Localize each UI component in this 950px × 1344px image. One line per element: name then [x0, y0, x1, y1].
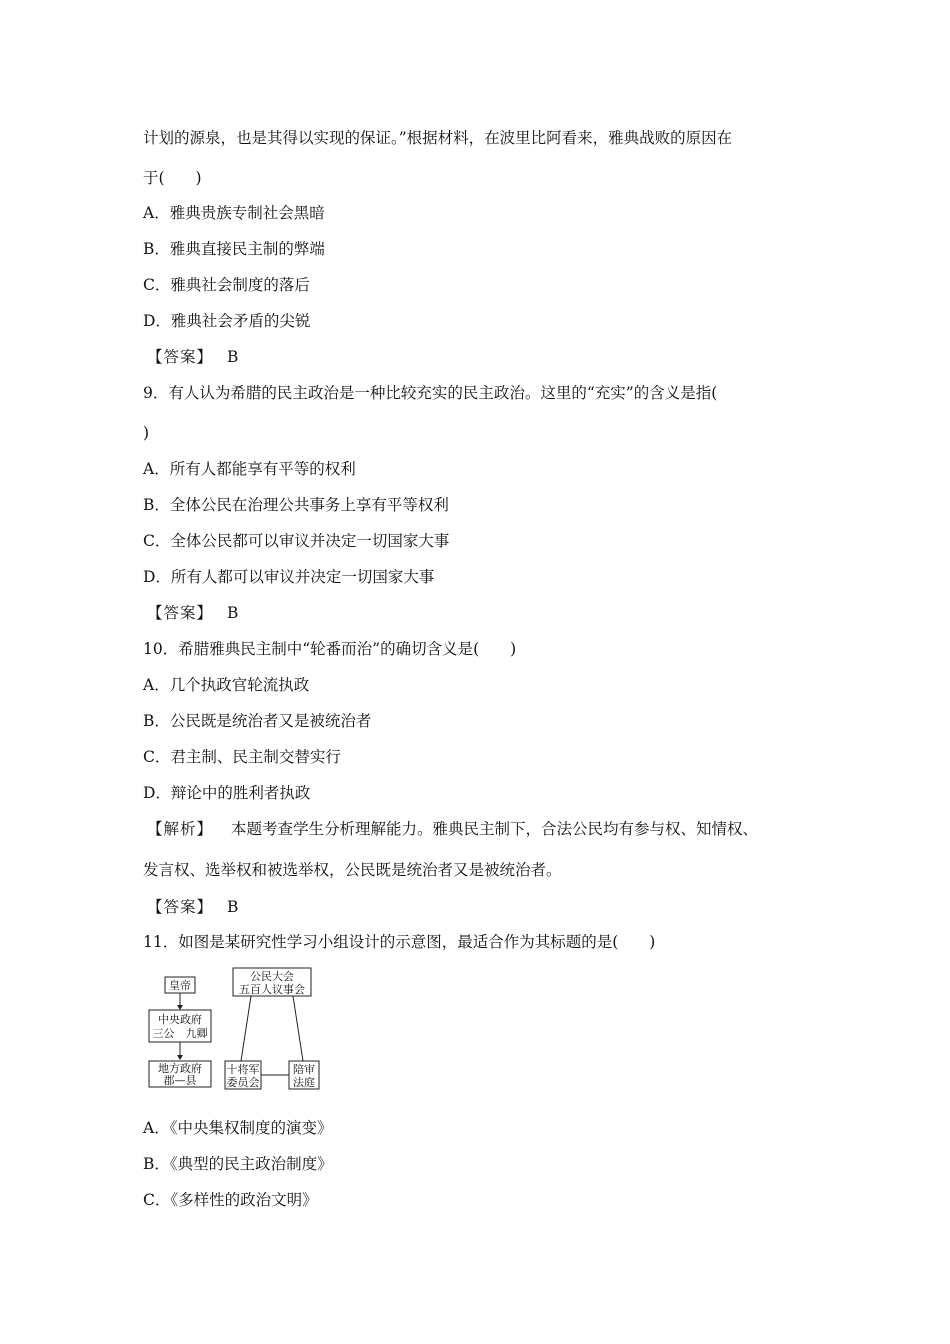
council-label: 五百人议事会 [239, 983, 305, 996]
q8-answer [147, 347, 238, 367]
answer-tag: 【答案】 [147, 898, 214, 916]
q11-stem: 11．如图是某研究性学习小组设计的示意图，最适合作为其标题的是( ) [143, 933, 656, 951]
q9-stem-line2: ) [143, 424, 150, 442]
local-units-label: 郡—县 [163, 1074, 197, 1087]
q11-option-b: B．《典型的民主政治制度》 [143, 1155, 333, 1173]
q8-option-d: D．雅典社会矛盾的尖锐 [143, 312, 311, 330]
answer-value: B [227, 348, 239, 366]
q10-stem: 10．希腊雅典民主制中“轮番而治”的确切含义是( ) [143, 640, 517, 658]
q8-option-c: C．雅典社会制度的落后 [143, 276, 310, 294]
arrow-head [177, 1055, 183, 1060]
q9-option-b: B．全体公民在治理公共事务上享有平等权利 [143, 496, 449, 514]
analysis-text: 本题考查学生分析理解能力。雅典民主制下，合法公民均有参与权、知情权、 [231, 820, 759, 838]
arrow-head [177, 1005, 183, 1010]
connector-line [241, 996, 251, 1061]
committee-label: 委员会 [226, 1076, 260, 1089]
government-structure-diagram [143, 962, 343, 1092]
generals-label: 十将军 [226, 1063, 260, 1076]
q9-option-a: A．所有人都能享有平等的权利 [143, 460, 356, 478]
answer-tag: 【答案】 [147, 604, 214, 622]
jury-label: 陪审 [293, 1063, 315, 1076]
court-label: 法庭 [293, 1076, 315, 1089]
q10-option-c: C．君主制、民主制交替实行 [143, 748, 341, 766]
connector-line [293, 996, 303, 1061]
q10-analysis-line1 [147, 819, 758, 839]
answer-value: B [227, 898, 239, 916]
answer-tag: 【答案】 [147, 348, 214, 366]
q9-answer [147, 603, 238, 623]
q8-option-b: B．雅典直接民主制的弊端 [143, 240, 325, 258]
q9-option-c: C．全体公民都可以审议并决定一切国家大事 [143, 532, 450, 550]
q10-option-a: A．几个执政官轮流执政 [143, 676, 310, 694]
analysis-tag: 【解析】 [147, 820, 214, 838]
q10-answer [147, 897, 238, 917]
q9-stem-line1: 9．有人认为希腊的民主政治是一种比较充实的民主政治。这里的“充实”的含义是指( [143, 384, 718, 402]
q11-option-c: C．《多样性的政治文明》 [143, 1191, 318, 1209]
q10-option-b: B．公民既是统治者又是被统治者 [143, 712, 372, 730]
central-government-label: 中央政府 [158, 1013, 202, 1026]
local-government-label: 地方政府 [158, 1062, 202, 1075]
central-officials-label: 三公 九卿 [152, 1027, 208, 1040]
q8-stem-line2: 于( ) [143, 169, 202, 187]
emperor-label: 皇帝 [169, 979, 191, 992]
q8-option-a: A．雅典贵族专制社会黑暗 [143, 204, 325, 222]
q11-option-a: A．《中央集权制度的演变》 [143, 1119, 333, 1137]
answer-value: B [227, 604, 239, 622]
q8-stem-line1: 计划的源泉，也是其得以实现的保证。”根据材料，在波里比阿看来，雅典战败的原因在 [143, 129, 733, 147]
q10-option-d: D．辩论中的胜利者执政 [143, 784, 311, 802]
assembly-label: 公民大会 [250, 970, 294, 983]
q9-option-d: D．所有人都可以审议并决定一切国家大事 [143, 568, 435, 586]
q10-analysis-line2: 发言权、选举权和被选举权，公民既是统治者又是被统治者。 [143, 861, 562, 879]
